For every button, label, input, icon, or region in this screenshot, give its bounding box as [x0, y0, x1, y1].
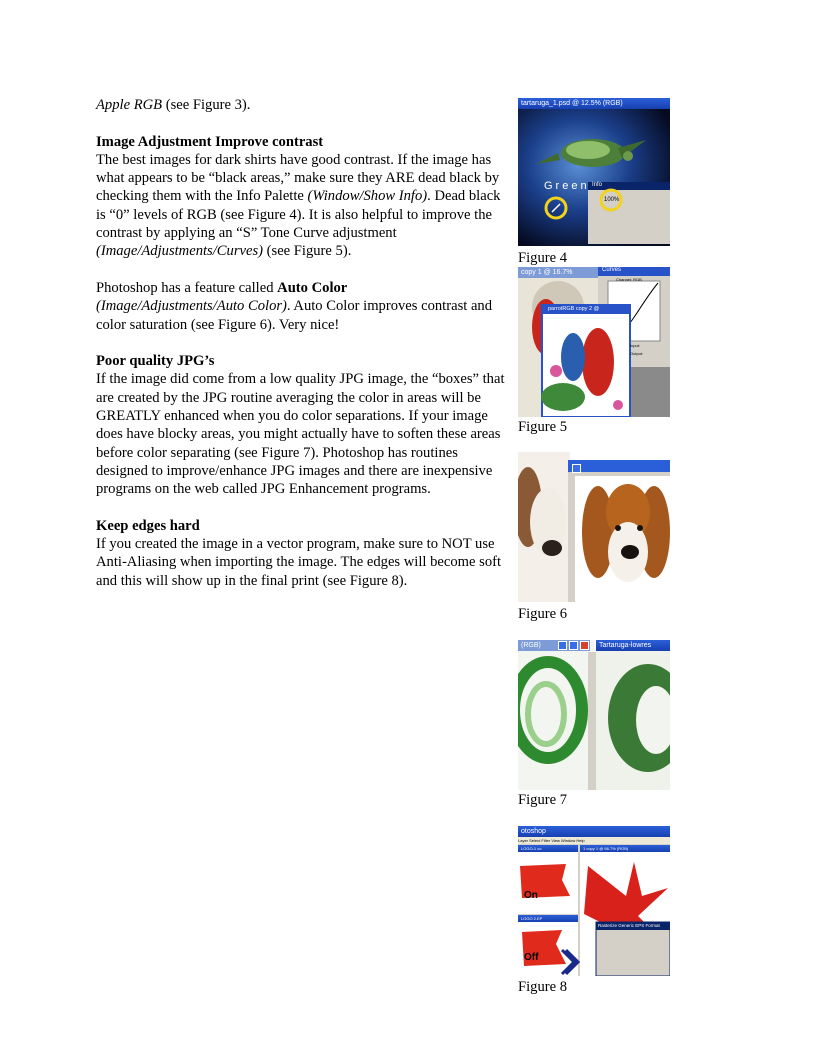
figure-7-right-titlebar: Tartaruga-lowres	[596, 640, 670, 651]
paragraph-edges: If you created the image in a vector program, make sure to NOT use Anti-Aliasing when importing the image. The edges will become soft and this will show up in the final print (see Figure 8).	[96, 536, 502, 589]
text-column	[96, 96, 508, 608]
heading-poor-jpg: Poor quality JPG’s	[96, 353, 215, 370]
curves-channel: Channel: RGB	[616, 277, 642, 282]
parrot-illustration	[518, 267, 670, 417]
parrot-window-title: parrotRGB copy 2 @	[548, 306, 600, 312]
figure-4-image	[518, 98, 670, 246]
figure-4-titlebar: tartaruga_1.psd @ 12.5% (RGB)	[518, 98, 670, 109]
figure-6-image	[518, 452, 670, 602]
figure-6-window-button[interactable]	[572, 464, 581, 473]
info-percent: 100%	[604, 197, 620, 203]
paragraph-contrast: The best images for dark shirts have good contrast. If the image has what appears to be “black areas,” make sure they ARE dead black by checking them with the Info Palette (Window/Show Info). Dead black is “0” levels of RGB (see Figure 4). It is also helpful to improve the contrast by applying an “S” Tone Curve adjustment (Image/Adjustments/Curves) (see Figure 5).	[96, 151, 501, 260]
curves-dialog-title: Curves	[602, 267, 622, 273]
figure-5-titlebar: copy 1 @ 16.7%	[518, 267, 600, 278]
heading-keep-edges-hard: Keep edges hard	[96, 517, 200, 534]
paragraph-auto-color: Photoshop has a feature called Auto Color (Image/Adjustments/Auto Color). Auto Color improves contrast and color saturation (see Figure 6). Very nice!	[96, 279, 493, 333]
figure-7-image	[518, 640, 670, 790]
curves-output: Output:	[630, 351, 644, 356]
figure-5-image	[518, 267, 670, 417]
figure-5-caption: Figure 5	[518, 419, 568, 435]
figure-7-left-titlebar: (RGB)	[518, 640, 590, 651]
intro-line: Apple RGB (see Figure 3).	[96, 97, 251, 113]
paragraph-jpg: If the image did come from a low quality JPG image, the “boxes” that are created by the JPG routine averaging the color in areas will be GREATLY enhanced when you do color separations. If your image does have blocky areas, you might actually have to soften these areas before color separating (see Figure 7). Photoshop has routines designed to improve/enhance JPG images and there are inexpensive programs on the web called JPG Enhancement programs.	[96, 371, 505, 498]
off-label: Off	[524, 952, 539, 963]
figure-8-window2-title: 1 copy 1 @ 66.7% (RGB)	[580, 845, 670, 852]
figure-8-app-titlebar: otoshop	[518, 826, 670, 837]
curves-input: Input:	[630, 343, 641, 348]
figure-7-min-button[interactable]	[558, 641, 567, 650]
rasterize-dialog-title: Rasterize Generic EPS Format	[598, 923, 660, 928]
figure-4-caption: Figure 4	[518, 250, 568, 266]
figure-7-caption: Figure 7	[518, 792, 568, 808]
figure-7-max-button[interactable]	[569, 641, 578, 650]
figure-8-caption: Figure 8	[518, 979, 568, 995]
info-palette-label: Info	[592, 182, 603, 188]
figure-8-window3-title: LOGO 2.EP	[518, 915, 578, 922]
figure-8-image	[518, 826, 670, 976]
figure-8-window1-title: LOGO-1 co	[518, 845, 578, 852]
figure-8-menu-bar: Layer Select Filter View Window Help	[518, 837, 670, 844]
jpg-artifact-closeup	[518, 640, 670, 790]
on-label: On	[524, 890, 538, 901]
basset-hound-illustration	[518, 452, 670, 602]
heading-improve-contrast: Image Adjustment Improve contrast	[96, 133, 324, 150]
turtle-illustration	[518, 98, 670, 246]
figure-7-close-button[interactable]	[580, 641, 589, 650]
figure-6-caption: Figure 6	[518, 606, 568, 622]
figure-4-green-text: Green	[544, 180, 590, 192]
